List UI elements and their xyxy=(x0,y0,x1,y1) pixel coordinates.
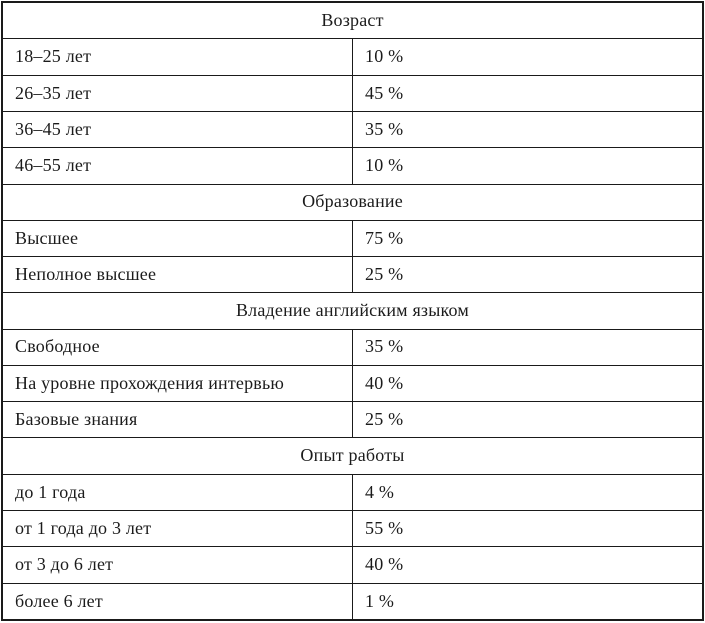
row-value: 40 % xyxy=(353,365,704,401)
table-row xyxy=(2,583,703,620)
row-label: 46–55 лет xyxy=(2,148,353,184)
row-label: 36–45 лет xyxy=(2,111,353,147)
table-row xyxy=(2,547,703,583)
row-label: более 6 лет xyxy=(2,583,353,620)
row-value: 55 % xyxy=(353,511,704,547)
table-row xyxy=(2,75,703,111)
section-title-english: Владение английским языком xyxy=(2,293,703,329)
table-row xyxy=(2,148,703,184)
row-value: 25 % xyxy=(353,257,704,293)
table-row xyxy=(2,365,703,401)
table-row xyxy=(2,39,703,75)
row-value: 25 % xyxy=(353,402,704,438)
row-label: Свободное xyxy=(2,329,353,365)
row-label: 26–35 лет xyxy=(2,75,353,111)
row-label: до 1 года xyxy=(2,474,353,510)
table-row xyxy=(2,111,703,147)
row-label: 18–25 лет xyxy=(2,39,353,75)
row-value: 40 % xyxy=(353,547,704,583)
table-row xyxy=(2,474,703,510)
table-row xyxy=(2,329,703,365)
section-title-education: Образование xyxy=(2,184,703,220)
table-row xyxy=(2,220,703,256)
row-label: от 1 года до 3 лет xyxy=(2,511,353,547)
section-header-row xyxy=(2,438,703,474)
row-label: от 3 до 6 лет xyxy=(2,547,353,583)
section-title-age: Возраст xyxy=(2,2,703,39)
section-header-row xyxy=(2,184,703,220)
section-header-row xyxy=(2,2,703,39)
row-value: 75 % xyxy=(353,220,704,256)
table-row xyxy=(2,511,703,547)
row-value: 45 % xyxy=(353,75,704,111)
section-header-row xyxy=(2,293,703,329)
row-value: 10 % xyxy=(353,148,704,184)
section-title-experience: Опыт работы xyxy=(2,438,703,474)
row-value: 10 % xyxy=(353,39,704,75)
row-label: Неполное высшее xyxy=(2,257,353,293)
document-page xyxy=(0,1,705,623)
row-value: 4 % xyxy=(353,474,704,510)
row-label: Высшее xyxy=(2,220,353,256)
table-row xyxy=(2,257,703,293)
row-value: 1 % xyxy=(353,583,704,620)
table-row xyxy=(2,402,703,438)
row-value: 35 % xyxy=(353,329,704,365)
row-value: 35 % xyxy=(353,111,704,147)
row-label: Базовые знания xyxy=(2,402,353,438)
demographics-table xyxy=(1,1,704,621)
row-label: На уровне прохождения интервью xyxy=(2,365,353,401)
